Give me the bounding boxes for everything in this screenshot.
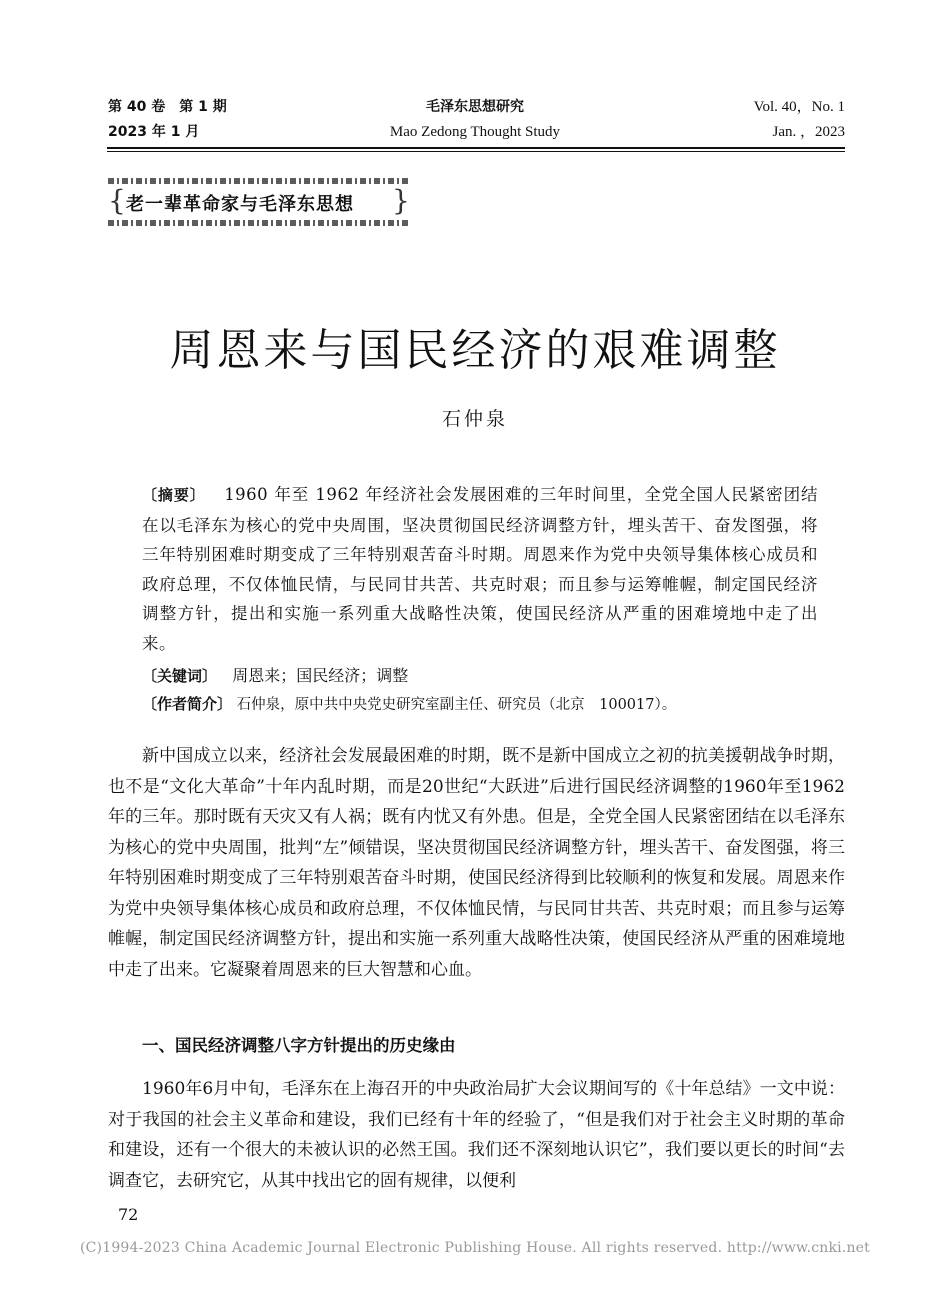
header-rule-thin xyxy=(107,151,845,152)
article-author: 石仲泉 xyxy=(441,408,508,430)
abstract xyxy=(142,480,818,658)
article-title: 周恩来与国民经济的艰难调整 xyxy=(169,325,781,376)
abstract-label: 〔摘要〕 xyxy=(142,486,206,504)
section-heading-1: 一、国民经济调整八字方针提出的历史缘由 xyxy=(142,1036,456,1055)
column-tag xyxy=(108,178,408,226)
right-brace-ornament: } xyxy=(392,184,410,217)
paragraph-text: 新中国成立以来，经济社会发展最困难的时期，既不是新中国成立之初的抗美援朝战争时期，也不是“文化大革命”十年内乱时期，而是20世纪“大跃进”后进行国民经济调整的1960年至1962年的三年。那时既有天灾又有人祸；既有内忧又有外患。但是，全党全国人民紧密团结在以毛泽东为核心的党中央周围，批判“左”倾错误，坚决贯彻国民经济调整方针，埋头苦干、奋发图强，将三年特别困难时期变成了三年特别艰苦奋斗时期，使国民经济得到比较顺利的恢复和发展。周恩来作为党中央领导集体核心成员和政府总理，不仅体恤民情，与民同甘共苦、共克时艰；而且参与运筹帷幄，制定国民经济调整方针，提出和实施一系列重大战略性决策，使国民经济从严重的困难境地中走了出来。它凝聚着周恩来的巨大智慧和心血。 xyxy=(108,746,845,980)
column-label: 老一辈革命家与毛泽东思想 xyxy=(126,194,354,215)
date-en: Jan. ，2023 xyxy=(772,124,845,140)
author-info xyxy=(142,693,818,714)
header-rule-thick xyxy=(107,147,845,149)
left-brace-ornament: { xyxy=(108,184,126,217)
keywords-text: 周恩来；国民经济；调整 xyxy=(232,666,409,685)
copyright-footer: (C)1994-2023 China Academic Journal Electronic Publishing House. All rights reserved. http://www.cnki.net xyxy=(79,1240,870,1256)
journal-title-en: Mao Zedong Thought Study xyxy=(389,124,561,140)
abstract-text: 1960 年至 1962 年经济社会发展困难的三年时间里，全党全国人民紧密团结在以毛泽东为核心的党中央周围，坚决贯彻国民经济调整方针，埋头苦干、奋发图强，将三年特别困难时期变成了三年特别艰苦奋斗时期。周恩来作为党中央领导集体核心成员和政府总理，不仅体恤民情，与民同甘共苦、共克时艰；而且参与运筹帷幄，制定国民经济调整方针，提出和实施一系列重大战略性决策，使国民经济从严重的困难境地中走了出来。 xyxy=(142,485,818,653)
body-paragraph-2 xyxy=(108,1074,845,1196)
column-tag-border-bottom xyxy=(108,220,408,226)
keywords-label: 〔关键词〕 xyxy=(142,667,218,685)
author-info-text: 石仲泉，原中共中央党史研究室副主任、研究员（北京 100017）。 xyxy=(236,697,677,713)
column-tag-border-top xyxy=(108,178,408,184)
body-paragraph-1 xyxy=(108,741,845,985)
keywords xyxy=(142,663,818,686)
author-info-label: 〔作者简介〕 xyxy=(142,695,233,713)
date-cn: 2023 年 1 月 xyxy=(108,124,200,140)
journal-title-cn: 毛泽东思想研究 xyxy=(426,99,524,115)
page-number: 72 xyxy=(118,1205,139,1224)
volume-issue: 第 40 卷 第 1 期 xyxy=(108,99,227,115)
paragraph-text: 1960年6月中旬，毛泽东在上海召开的中央政治局扩大会议期间写的《十年总结》一文中说：对于我国的社会主义革命和建设，我们已经有十年的经验了，“但是我们对于社会主义时期的革命和建设，还有一个很大的未被认识的必然王国。我们还不深刻地认识它”，我们要以更长的时间“去调查它，去研究它，从其中找出它的固有规律，以便利 xyxy=(108,1079,845,1191)
volume-en: Vol. 40，No. 1 xyxy=(753,99,845,115)
